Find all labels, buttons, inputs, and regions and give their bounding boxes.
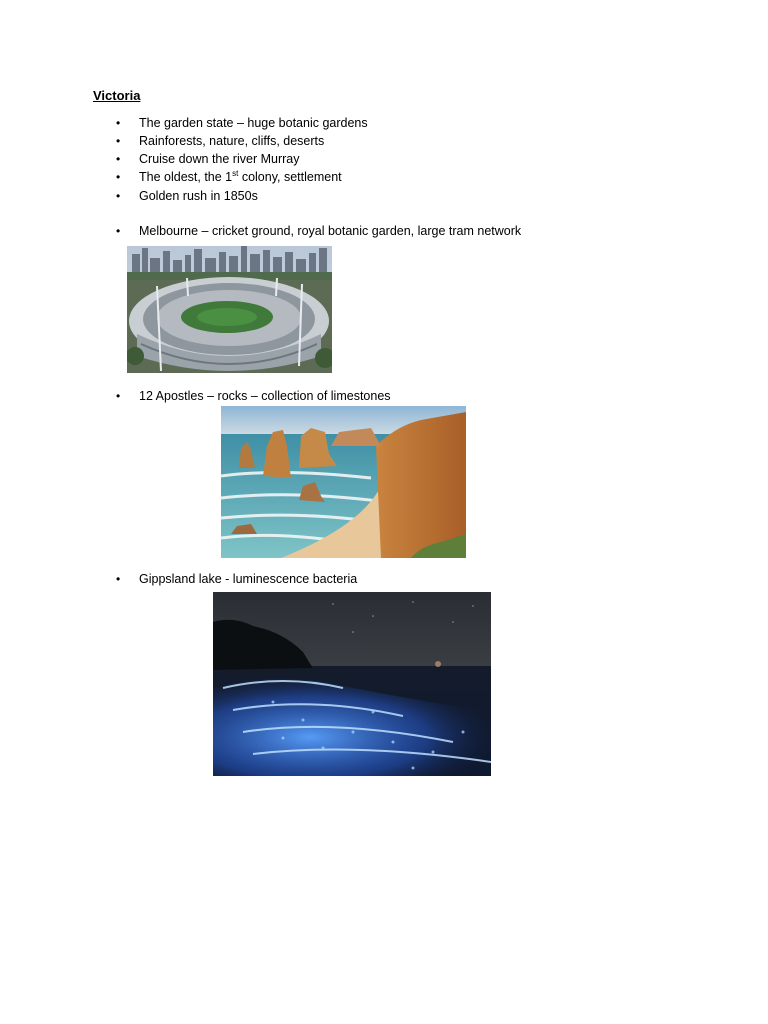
list-item <box>116 388 391 404</box>
list-item <box>116 151 299 167</box>
bullet-marker: • <box>116 389 121 403</box>
list-item-text: The oldest, the 1 <box>139 170 233 184</box>
list-item-text: colony, settlement <box>238 170 342 184</box>
list-item-text: Cruise down the river Murray <box>139 152 300 166</box>
bullet-marker: • <box>116 134 121 148</box>
section-heading: Victoria <box>93 88 141 103</box>
list-item <box>116 188 258 204</box>
list-item-text: 12 Apostles – rocks – collection of limestones <box>139 389 391 403</box>
twelve-apostles-photo <box>221 406 466 558</box>
list-item-text: Melbourne – cricket ground, royal botanic garden, large tram network <box>139 224 522 238</box>
list-item <box>116 133 324 149</box>
ordinal-superscript: st <box>232 169 239 178</box>
list-item-text: Rainforests, nature, cliffs, deserts <box>139 134 325 148</box>
bullet-marker: • <box>116 116 121 130</box>
list-item-text: Gippsland lake - luminescence bacteria <box>139 572 358 586</box>
bullet-marker: • <box>116 572 121 586</box>
bullet-marker: • <box>116 170 121 184</box>
bullet-marker: • <box>116 189 121 203</box>
melbourne-cricket-ground-photo <box>127 246 332 373</box>
bullet-marker: • <box>116 224 121 238</box>
list-item <box>116 571 357 587</box>
list-item-text: Golden rush in 1850s <box>139 189 258 203</box>
gippsland-bioluminescence-photo <box>213 592 491 776</box>
list-item-text: The garden state – huge botanic gardens <box>139 116 368 130</box>
bullet-marker: • <box>116 152 121 166</box>
list-item <box>116 169 342 185</box>
list-item <box>116 223 521 239</box>
list-item <box>116 115 368 131</box>
